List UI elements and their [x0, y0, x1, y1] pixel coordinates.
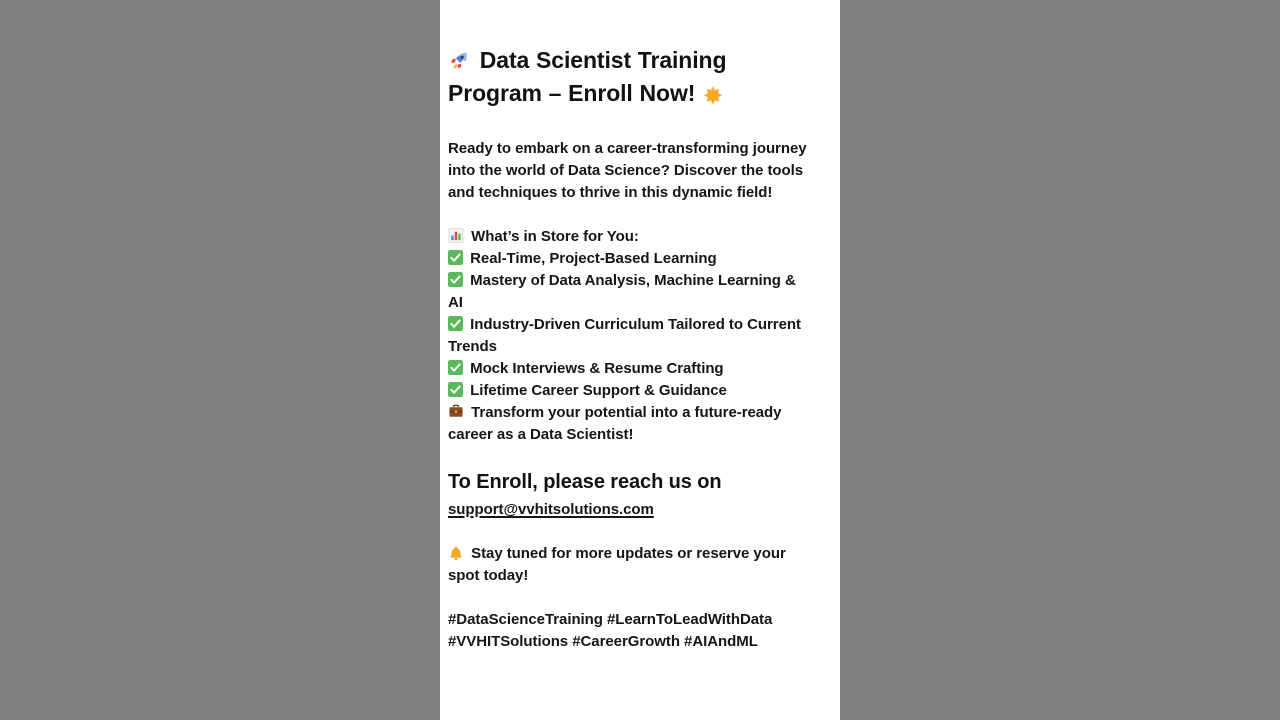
rocket-icon: [448, 47, 470, 67]
list-item: [448, 314, 814, 358]
star-icon: [702, 80, 724, 100]
offers-heading: [448, 226, 814, 248]
intro-paragraph: Ready to embark on a career-transforming journey into the world of Data Science? Discover the tools and techniques to thrive in this dynamic field!: [448, 140, 807, 201]
list-item-label: Mock Interviews & Resume Crafting: [470, 360, 724, 377]
list-item-label: Real-Time, Project-Based Learning: [470, 250, 717, 267]
check-mark-icon: [448, 382, 463, 397]
page-title-line-2: Program – Enroll Now!: [448, 80, 696, 106]
list-item: [448, 402, 814, 446]
offers-heading-label: What’s in Store for You:: [471, 228, 639, 245]
list-item: [448, 358, 814, 380]
enroll-heading: To Enroll, please reach us on: [448, 471, 722, 493]
check-mark-icon: [448, 316, 463, 331]
hashtags: #DataScienceTraining #LearnToLeadWithData #VVHITSolutions #CareerGrowth #AIAndML: [448, 611, 773, 650]
list-item: [448, 270, 814, 314]
page-title-line-1: Data Scientist Training: [479, 47, 727, 73]
check-mark-icon: [448, 360, 463, 375]
bar-chart-icon: [448, 228, 464, 243]
list-item: [448, 380, 814, 402]
reminder-label: Stay tuned for more updates or reserve your spot today!: [448, 545, 786, 584]
post-panel: [440, 0, 840, 720]
briefcase-icon: [448, 404, 464, 419]
list-item-label: Mastery of Data Analysis, Machine Learning & AI: [448, 272, 796, 311]
list-item-label: Transform your potential into a future-ready career as a Data Scientist!: [448, 404, 782, 443]
bell-icon: [448, 545, 464, 561]
check-mark-icon: [448, 272, 463, 287]
support-email-link[interactable]: support@vvhitsolutions.com: [448, 501, 654, 518]
list-item-label: Lifetime Career Support & Guidance: [470, 382, 727, 399]
offers-list: [448, 226, 814, 446]
check-mark-icon: [448, 250, 463, 265]
reminder-text: [448, 543, 814, 587]
list-item: [448, 248, 814, 270]
list-item-label: Industry-Driven Curriculum Tailored to Current Trends: [448, 316, 801, 355]
post-content: [448, 44, 814, 653]
page-title: [448, 44, 814, 110]
